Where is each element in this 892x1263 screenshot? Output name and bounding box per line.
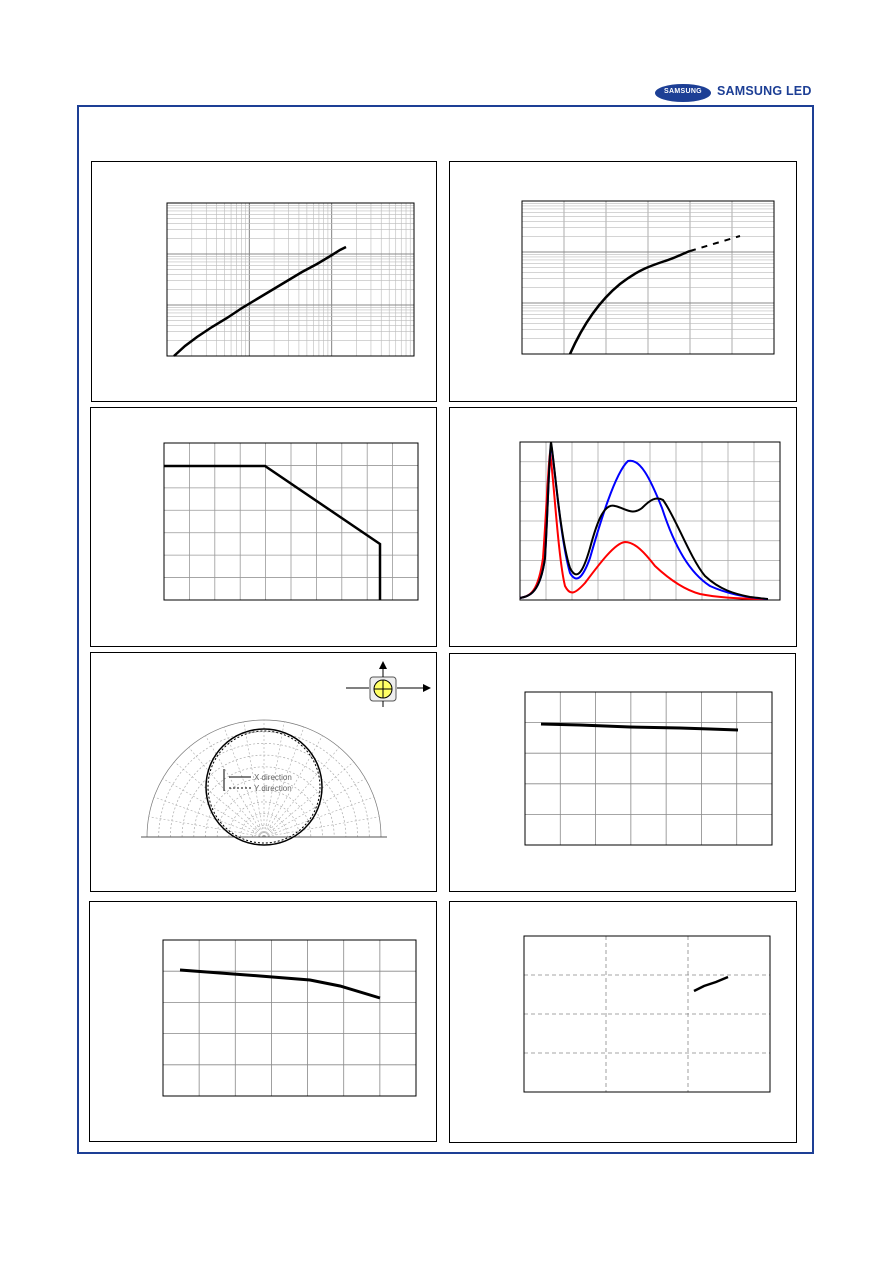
chart-panel-5 [90,652,437,892]
chart-panel-2 [449,161,797,402]
chart-1-series-line [174,247,346,356]
chart-4-grid [520,442,780,600]
chart-6-grid [525,692,772,845]
chart-panel-7 [89,901,437,1142]
legend-x-direction: X direction [254,773,292,782]
chart-panel-8 [449,901,797,1143]
chart-2-grid [522,201,774,354]
chart-3 [91,408,438,648]
chart-2 [450,162,798,403]
chart-4 [450,408,798,648]
chart-panel-4 [449,407,797,647]
chart-8 [450,902,798,1144]
chart-1 [92,162,438,403]
chart-panel-6 [449,653,796,892]
chart-2-series-dashed [690,236,740,251]
chart-panel-3 [90,407,437,647]
chart-5 [91,653,438,893]
chart-panel-1 [91,161,437,402]
chart-6-plot-area [525,692,772,845]
chart-7-series-line [180,970,380,998]
legend-y-direction: Y direction [254,784,292,793]
chart-4-series-red [520,453,768,599]
chart-7-plot-area [163,940,416,1096]
grid-line [163,779,264,838]
led-package-icon [346,661,431,707]
chart-8-series-line [694,977,728,991]
samsung-logo [655,82,815,104]
chart-8-grid [524,936,770,1092]
samsung-logo-mark: SAMSUNG [655,84,711,102]
chart-6 [450,654,797,893]
chart-6-series-line [541,724,738,730]
grid-line [189,747,264,837]
samsung-led-text: SAMSUNG LED [717,84,812,98]
chart-7 [90,902,438,1143]
chart-7-grid [163,940,416,1096]
